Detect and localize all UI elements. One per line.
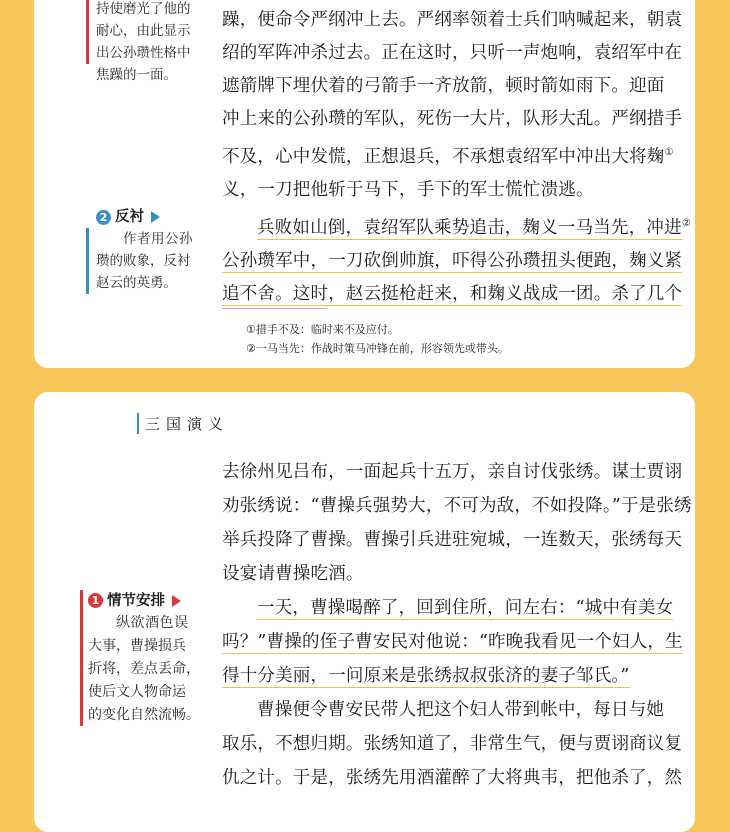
text-line: 劝张绣说：“曹操兵强势大，不可为敌，不如投降。”于是张绣	[222, 496, 692, 516]
paragraph	[222, 693, 692, 795]
side-note-plot	[88, 589, 228, 727]
note-line: 耐心，由此显示	[96, 23, 191, 39]
note-line: 赵云的英勇。	[96, 275, 177, 291]
note-title: 情节安排	[107, 592, 165, 609]
underlined-text-line: 吗？”曹操的侄子曹安民对他说：“昨晚我看见一个妇人，生	[222, 632, 683, 652]
top-page-card	[34, 0, 695, 368]
note-accent-bar	[86, 228, 89, 294]
note-line: 焦躁的一面。	[96, 67, 177, 83]
text-line: 去徐州见吕布，一面起兵十五万，亲自讨伐张绣。谋士贾诩	[222, 462, 683, 482]
underlined-text-line: 公孙瓒军中，一刀砍倒帅旗，吓得公孙瓒扭头便跑，麹义紧	[222, 250, 683, 271]
underlined-text-line: 得十分美丽，一问原来是张绣叔叔张济的妻子邹氏。”	[222, 666, 630, 686]
note-line: 折将，差点丢命，	[88, 661, 200, 677]
footnote: ②一马当先：作战时策马冲锋在前，形容领先或带头。	[246, 342, 509, 355]
note-line: 持使磨光了他的	[96, 1, 191, 17]
text-line: 不及，心中发慌，正想退兵，不承想袁绍军中冲出大将麹	[222, 146, 665, 167]
note-line: 作者用公孙	[123, 231, 193, 247]
underlined-text-line: 一天，曹操喝醉了，回到住所，问左右：“城中有美女	[257, 598, 674, 618]
note-line: 出公孙瓒性格中	[96, 45, 191, 61]
text-line: 取乐，不想归期。张绣知道了，非常生气，便与贾诩商议复	[222, 734, 683, 754]
main-text-bottom	[222, 455, 692, 795]
note-line: 使后文人物命运	[88, 684, 186, 700]
text-line: 仇之计。于是，张绣先用酒灌醉了大将典韦，把他杀了，然	[222, 768, 683, 788]
text-line: 义，一刀把他斩于马下，手下的军士慌忙溃逃。	[222, 179, 594, 200]
text-line: 设宴请曹操吃酒。	[222, 564, 364, 584]
note-line: 的变化自然流畅。	[88, 707, 200, 723]
note-accent-bar	[86, 0, 89, 64]
text-line: 举兵投降了曹操。曹操引兵进驻宛城，一连数天，张绣每天	[222, 530, 683, 550]
note-line: 纵欲酒色误	[116, 615, 189, 631]
paragraph	[222, 207, 692, 311]
text-line: 绍的军阵冲杀过去。正在这时，只听一声炮响，袁绍军中在	[222, 43, 683, 63]
paragraph	[222, 455, 692, 591]
triangle-arrow-icon	[151, 211, 160, 223]
footnote-mark: ①	[664, 147, 674, 158]
note-line: 瓒的败象，反衬	[96, 253, 191, 269]
note-title: 反衬	[115, 208, 144, 225]
text-line: 遮箭牌下埋伏着的弓箭手一齐放箭，顿时箭如雨下。迎面	[222, 76, 665, 96]
note-number-badge: 2	[96, 210, 111, 225]
text-line: 冲上来的公孙瓒的军队，死伤一大片，队形大乱。严纲措手	[222, 109, 683, 129]
note-line: 大事，曹操损兵	[88, 638, 186, 654]
triangle-arrow-icon	[172, 595, 181, 607]
footnote-divider	[222, 308, 327, 309]
running-head: 三国演义	[137, 413, 229, 434]
note-heading	[88, 589, 228, 612]
footnote: ①措手不及：临时来不及应付。	[246, 323, 399, 336]
underlined-text-line: 追不舍。这时，赵云挺枪赶来，和麹义战成一团。杀了几个	[222, 283, 683, 304]
paragraph	[222, 4, 692, 207]
main-text-top	[222, 4, 692, 311]
text-line: 曹操便令曹安民带人把这个妇人带到帐中，每日与她	[257, 700, 665, 720]
text-line: 躁，便命令严纲冲上去。严纲率领着士兵们呐喊起来，朝袁	[222, 10, 683, 30]
underlined-text-line: 兵败如山倒，袁绍军队乘势追击，麹义一马当先，冲进	[257, 217, 682, 238]
footnote-mark: ②	[681, 217, 691, 229]
note-accent-bar	[80, 590, 83, 726]
paragraph	[222, 591, 692, 693]
footnotes	[246, 320, 686, 358]
note-number-badge: 1	[88, 593, 103, 608]
